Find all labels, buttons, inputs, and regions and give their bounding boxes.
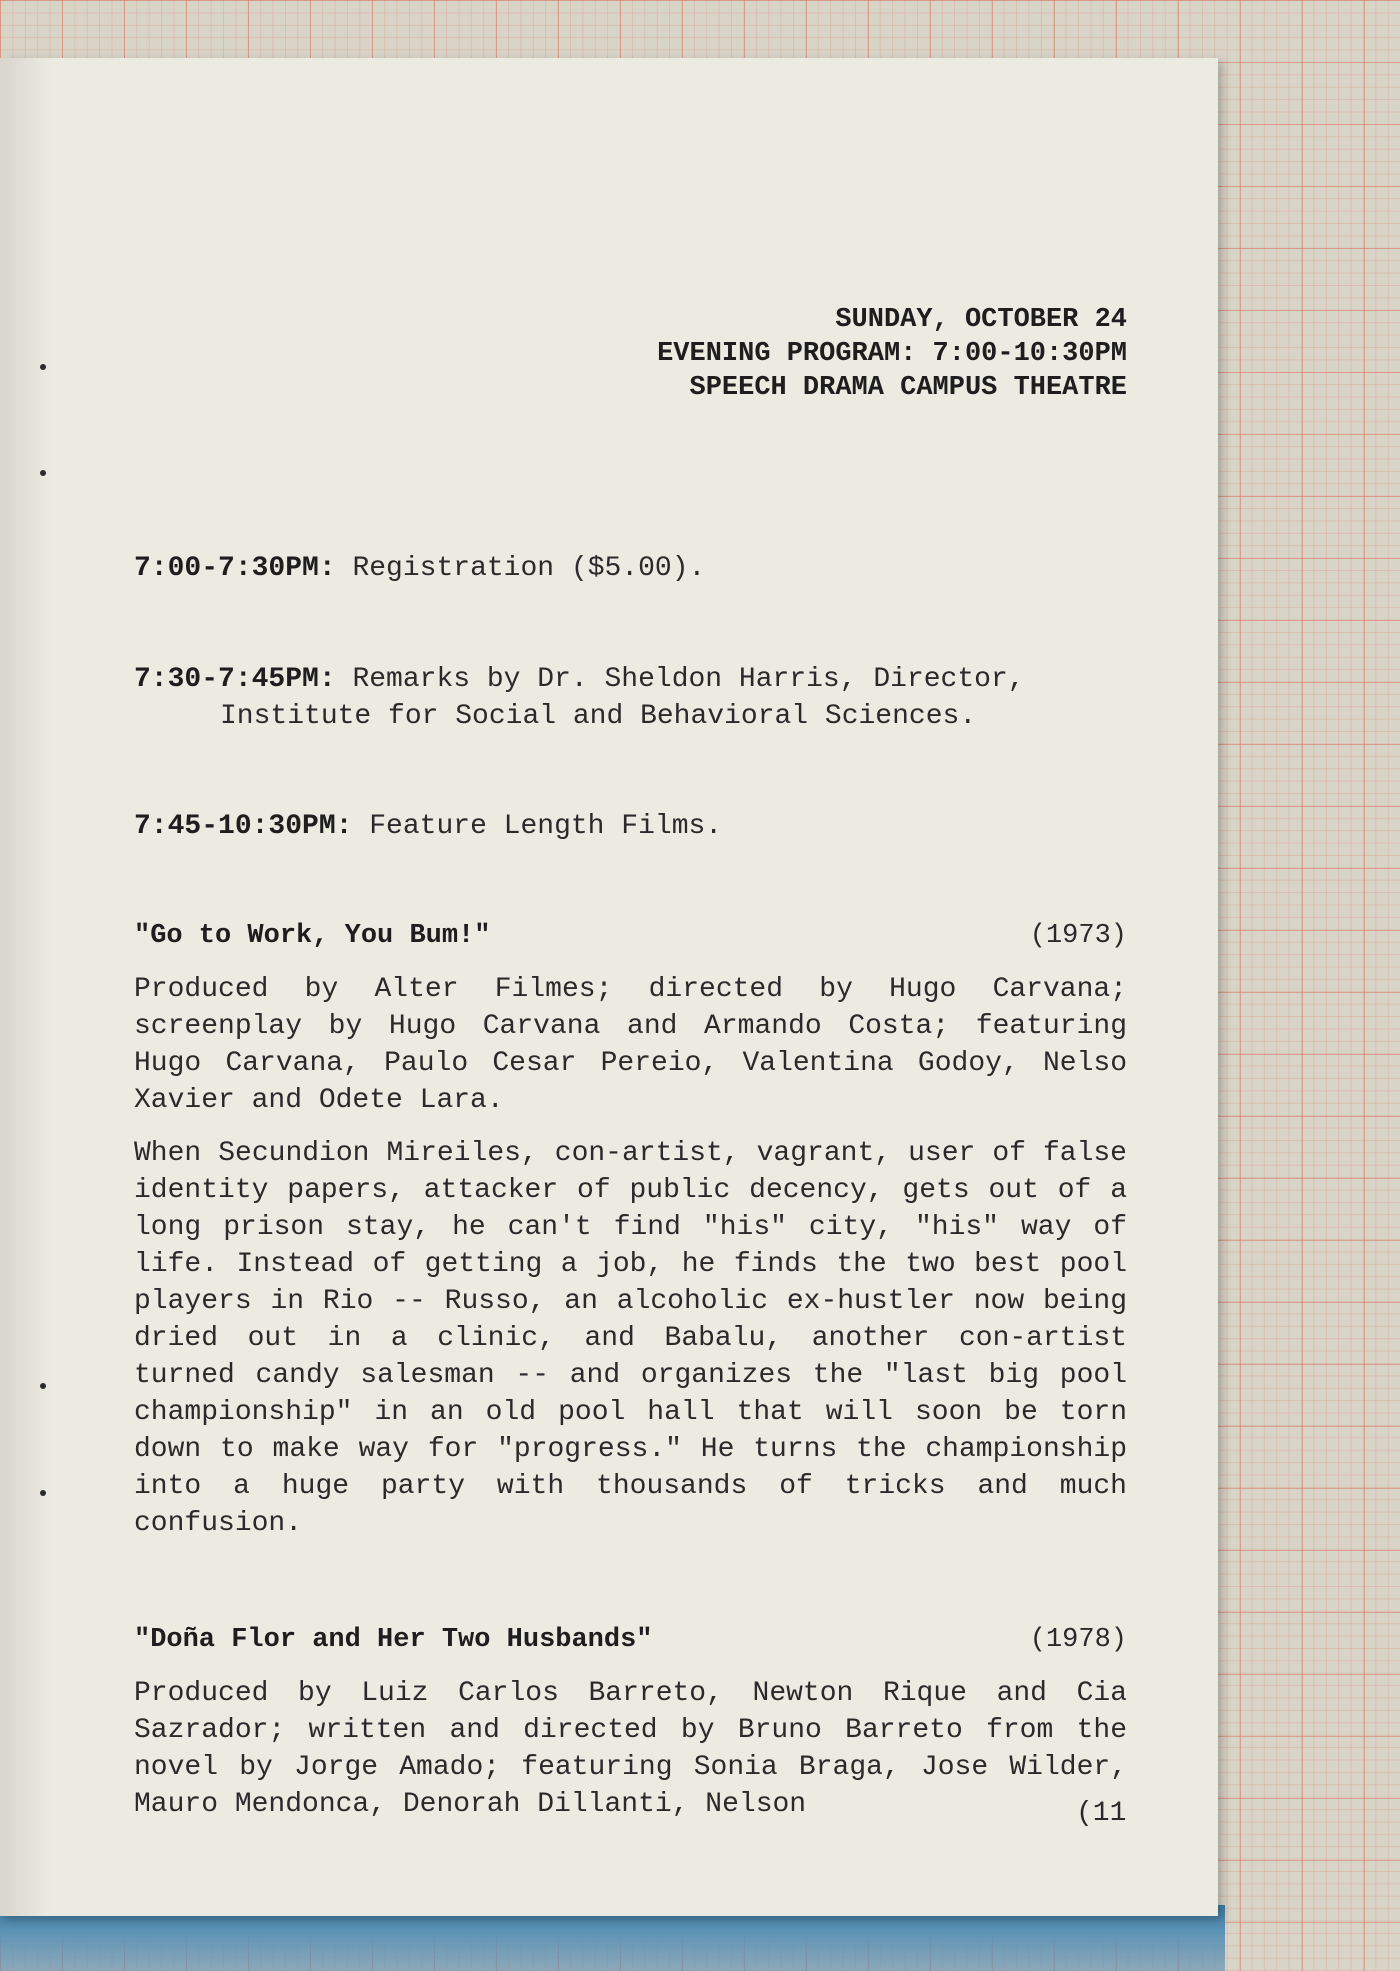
schedule-item-registration	[134, 550, 1127, 587]
film-credits: Produced by Alter Filmes; directed by Hugo Carvana; screenplay by Hugo Carvana and Armando Costa; featuring Hugo Carvana, Paulo Cesar Pereio, Valentina Godoy, Nelso Xavier and Odete Lara.	[134, 974, 1127, 1116]
schedule-time: 7:00-7:30PM:	[134, 553, 336, 584]
heading-date: SUNDAY, OCTOBER 24	[835, 305, 1127, 335]
schedule-item-remarks	[134, 661, 1127, 735]
film-credits: Produced by Luiz Carlos Barreto, Newton Rique and Cia Sazrador; written and directed by Bruno Barreto from the novel by Jorge Amado; featuring Sonia Braga, Jose Wilder, Mauro Mendonca, Denorah Dillanti, Nelson	[134, 1678, 1127, 1820]
film-title-row	[134, 1622, 1127, 1659]
schedule-time: 7:45-10:30PM:	[134, 811, 353, 842]
binding-hole	[40, 470, 46, 476]
page-content	[134, 233, 1127, 1823]
schedule-text: Registration ($5.00).	[352, 553, 706, 584]
schedule-item-films	[134, 808, 1127, 845]
schedule-text: Remarks by Dr. Sheldon Harris, Director,	[352, 664, 1025, 695]
binding-hole	[40, 364, 46, 370]
binding-hole	[40, 1383, 46, 1389]
film-title: "Doña Flor and Her Two Husbands"	[134, 1625, 653, 1655]
film-synopsis: When Secundion Mireiles, con-artist, vagrant, user of false identity papers, attacker of public decency, gets out of a long prison stay, he can't find "his" city, "his" way of life. Instead of getting a job, he finds the two best pool players in Rio -- Russo, an alcoholic ex-hustler now being dried out in a clinic, and Babalu, another con-artist turned candy salesman -- and organizes the "last big pool championship" in an old pool hall that will soon be torn down to make way for "progress." He turns the championship into a huge party with thousands of tricks and much confusion.	[134, 1138, 1127, 1539]
heading-venue: SPEECH DRAMA CAMPUS THEATRE	[689, 373, 1127, 403]
schedule-time: 7:30-7:45PM:	[134, 664, 336, 695]
program-page	[0, 58, 1218, 1916]
schedule-text-continued: Institute for Social and Behavioral Sciences.	[220, 701, 977, 732]
film-title: "Go to Work, You Bum!"	[134, 921, 491, 951]
schedule-text: Feature Length Films.	[369, 811, 723, 842]
program-heading	[134, 303, 1127, 405]
film-title-row	[134, 918, 1127, 955]
heading-program-time: EVENING PROGRAM: 7:00-10:30PM	[657, 339, 1127, 369]
film-year: (1973)	[1029, 921, 1127, 951]
binding-gutter	[0, 58, 52, 1916]
page-number: (11	[1076, 1798, 1127, 1829]
binding-hole	[40, 1490, 46, 1496]
film-year: (1978)	[1029, 1625, 1127, 1655]
